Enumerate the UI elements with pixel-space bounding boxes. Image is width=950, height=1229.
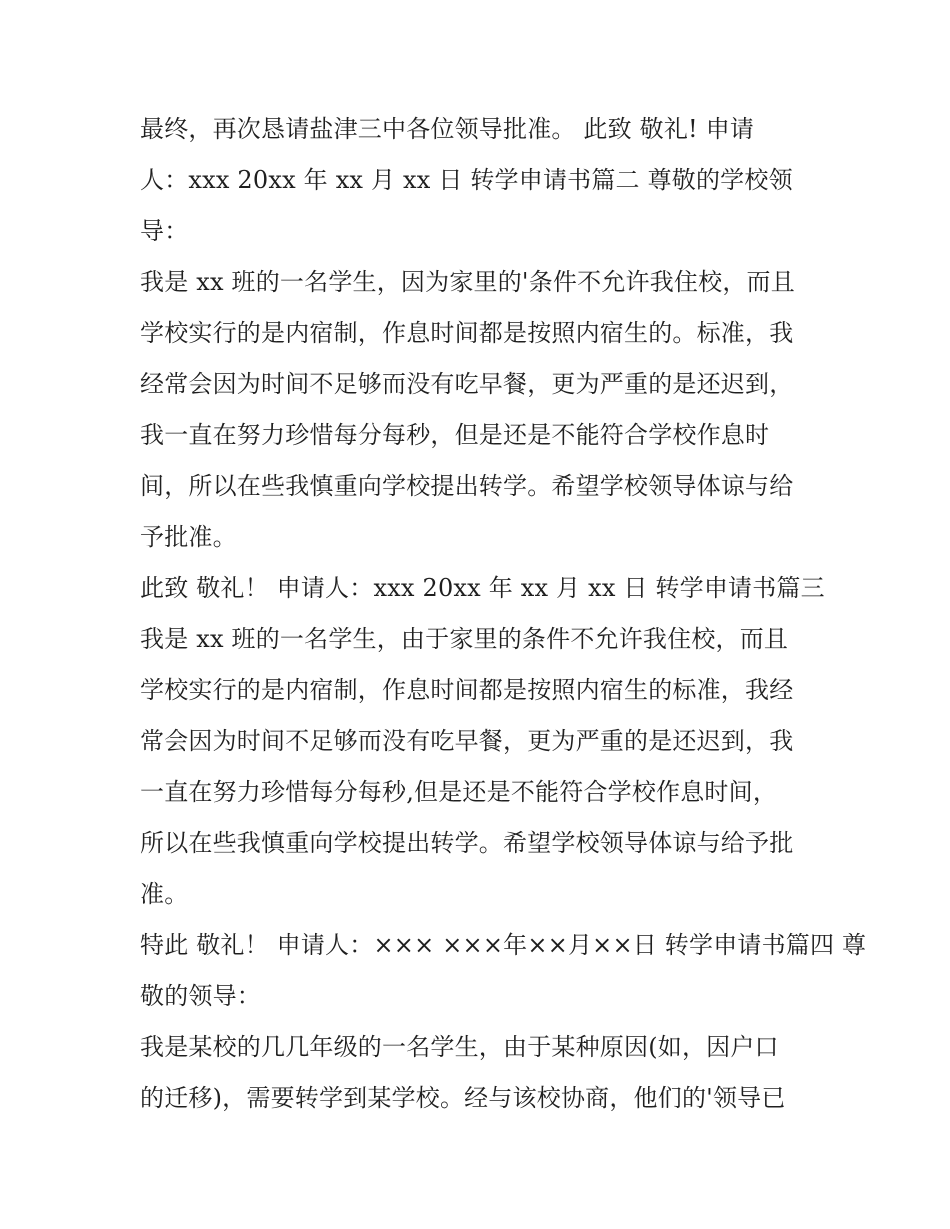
text-line: 经常会因为时间不足够而没有吃早餐，更为严重的是还迟到， [140,370,794,398]
text-line: 的迁移)，需要转学到某学校。经与该校协商，他们的'领导已 [140,1084,786,1112]
text-line: 敬的领导： [140,982,261,1010]
text-line: 人：xxx 20xx 年 xx 月 xx 日 转学申请书篇二 尊敬的学校领 [140,166,793,194]
text-line: 导： [140,217,189,245]
text-line: 准。 [140,880,189,908]
text-line: 所以在些我慎重向学校提出转学。希望学校领导体谅与给予批 [140,829,794,857]
text-line: 予批准。 [140,523,237,551]
text-line: 常会因为时间不足够而没有吃早餐，更为严重的是还迟到，我 [140,727,794,755]
document-body [140,104,867,1124]
text-line: 学校实行的是内宿制，作息时间都是按照内宿生的标准，我经 [140,676,794,704]
text-line: 特此 敬礼！ 申请人：××× ×××年××月××日 转学申请书篇四 尊 [140,931,867,959]
text-line: 我是某校的几几年级的一名学生，由于某种原因(如，因户口 [140,1033,779,1061]
text-line: 我一直在努力珍惜每分每秒，但是还是不能符合学校作息时 [140,421,770,449]
text-line: 最终，再次恳请盐津三中各位领导批准。 此致 敬礼! 申请 [140,115,755,143]
text-line: 间，所以在些我慎重向学校提出转学。希望学校领导体谅与给 [140,472,794,500]
text-line: 我是 xx 班的一名学生，因为家里的'条件不允许我住校，而且 [140,268,795,296]
text-line: 学校实行的是内宿制，作息时间都是按照内宿生的。标准，我 [140,319,794,347]
text-line: 一直在努力珍惜每分每秒,但是还是不能符合学校作息时间， [140,778,778,806]
text-line: 我是 xx 班的一名学生，由于家里的条件不允许我住校，而且 [140,625,789,653]
text-line: 此致 敬礼！ 申请人：xxx 20xx 年 xx 月 xx 日 转学申请书篇三 [140,574,825,602]
